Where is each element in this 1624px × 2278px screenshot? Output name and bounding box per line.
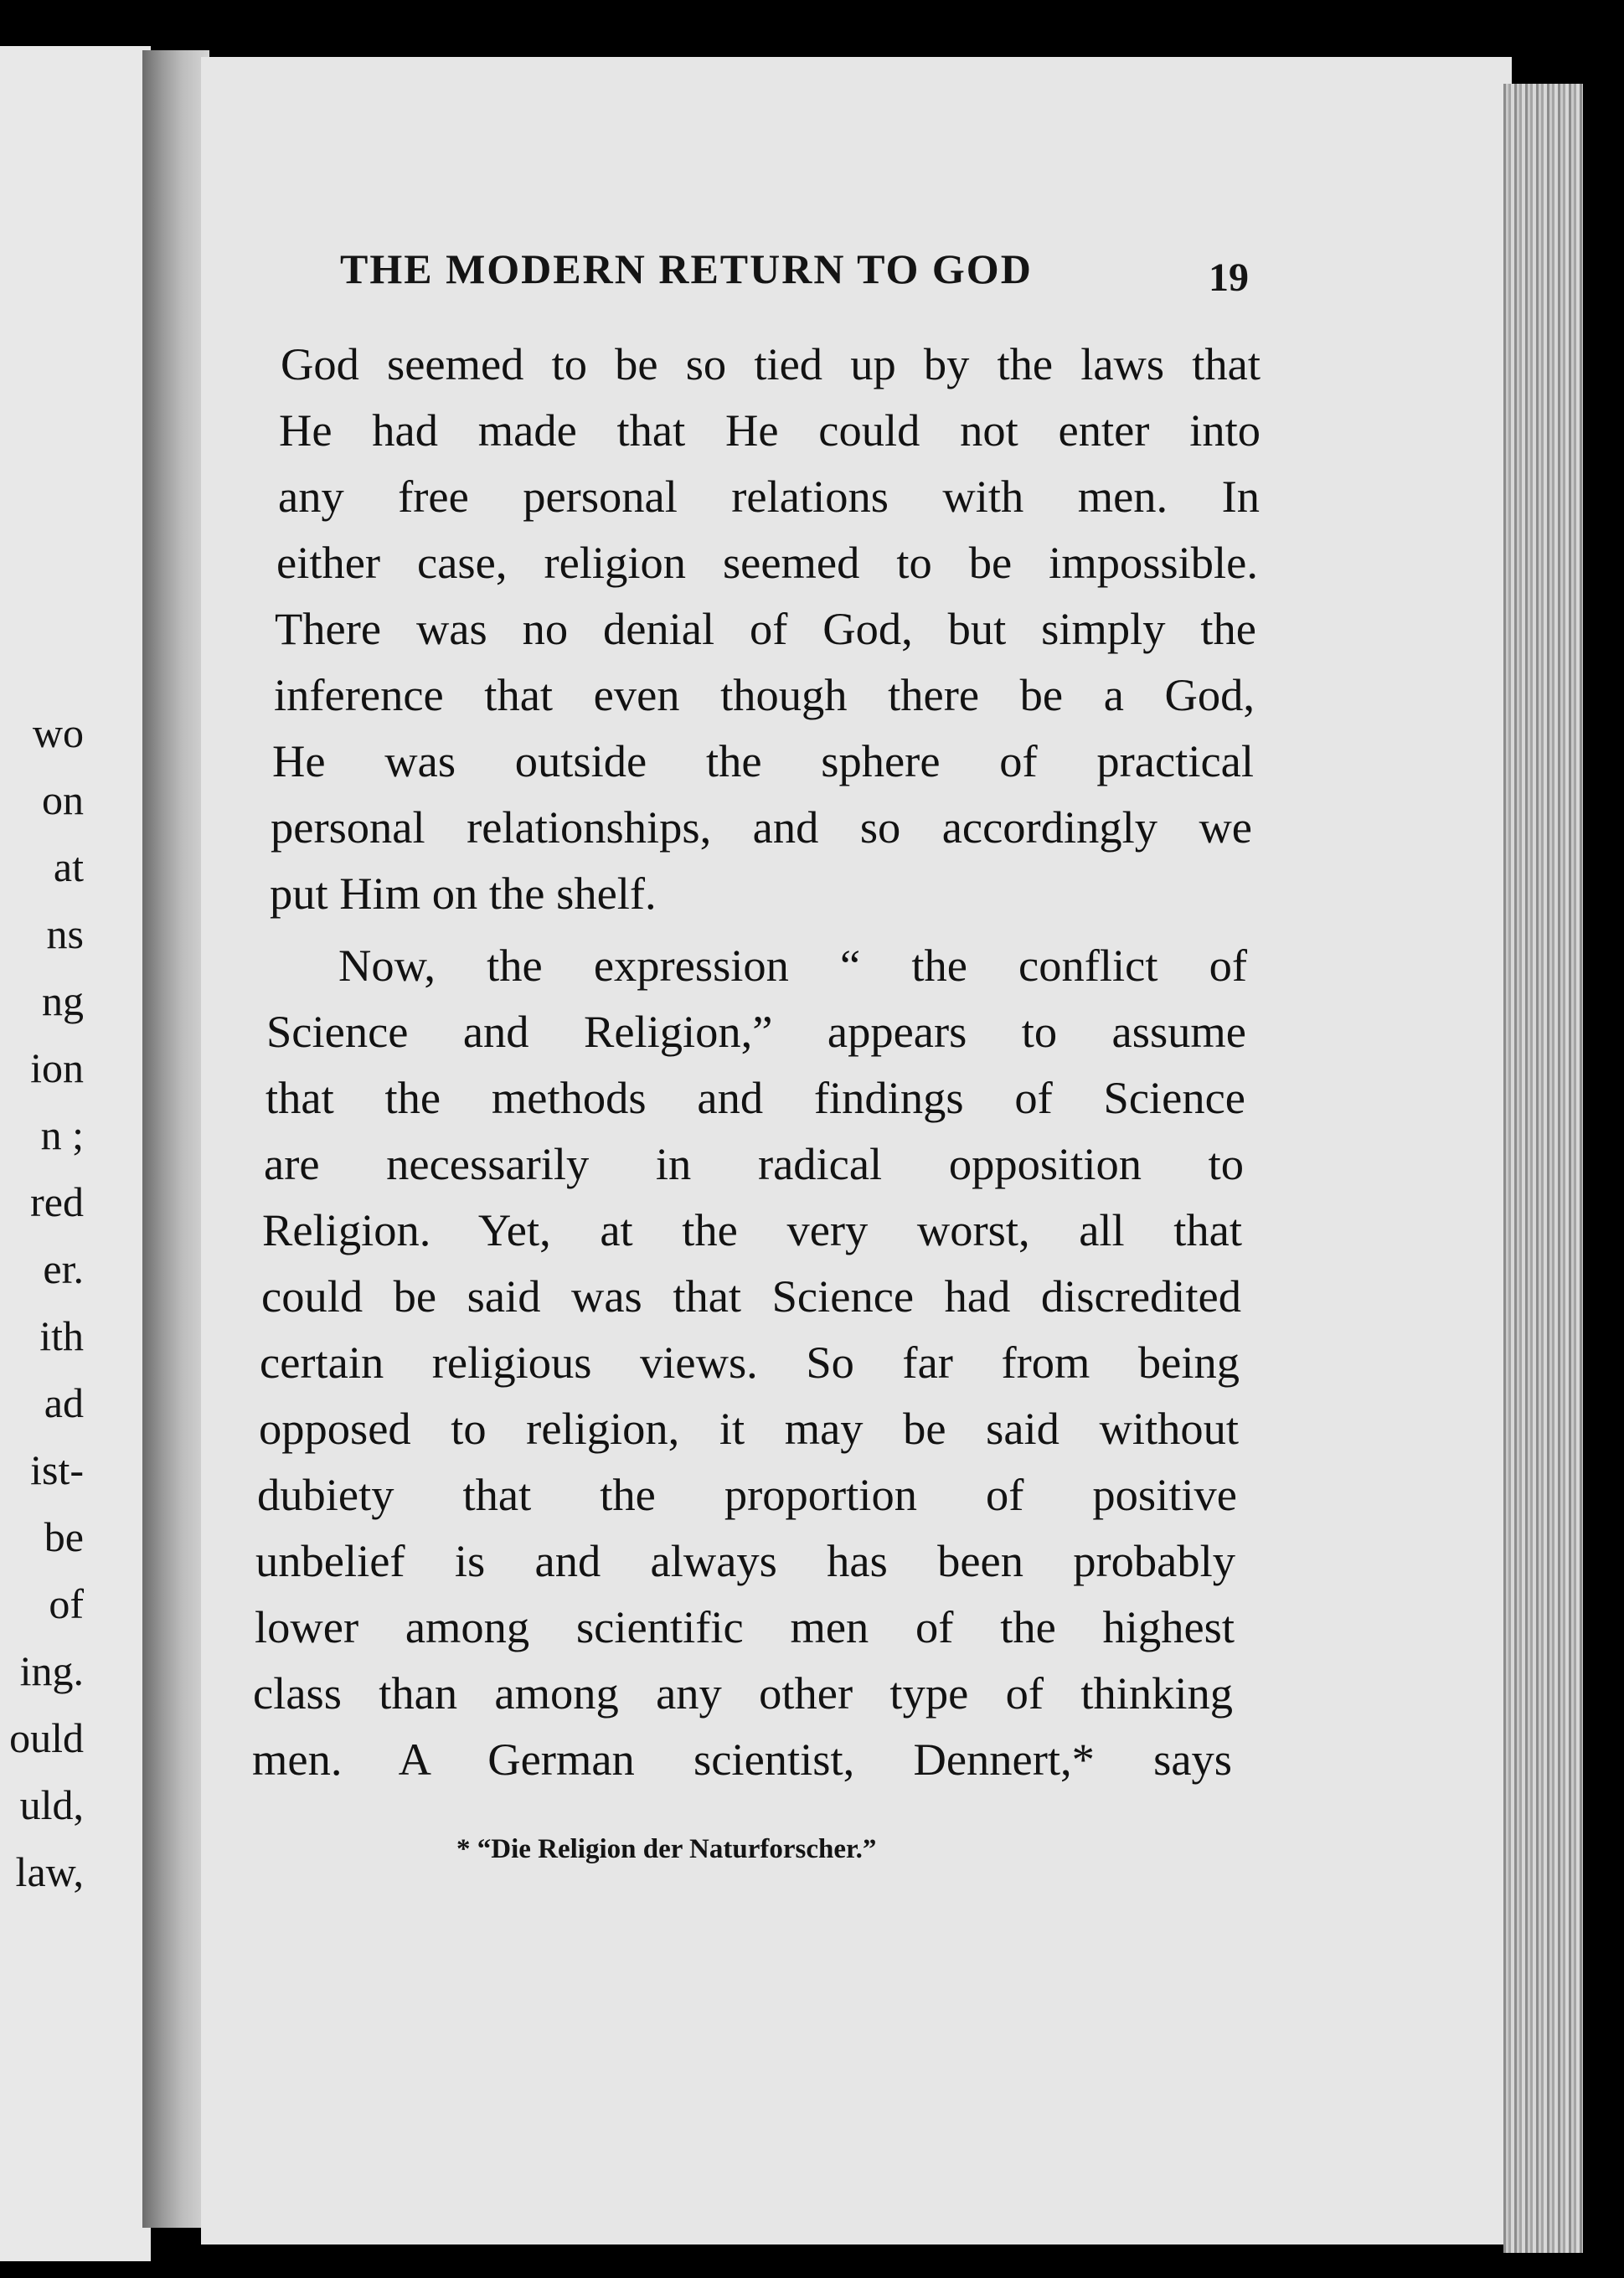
fragment-line: law,	[15, 1848, 84, 1895]
text-line: He was outside the sphere of practical	[272, 735, 1254, 786]
text-line: class than among any other type of thinking	[253, 1667, 1233, 1719]
text-line: dubiety that the proportion of positive	[257, 1469, 1237, 1520]
text-line: Science and Religion,” appears to assume	[266, 1006, 1246, 1057]
fragment-line: ist-	[30, 1446, 84, 1493]
fragment-line: wo	[32, 709, 84, 756]
fragment-line: ns	[46, 910, 84, 957]
text-line: personal relationships, and so accordingly we	[271, 801, 1252, 853]
text-line: Now, the expression “ the conflict of	[338, 940, 1247, 991]
previous-page	[0, 46, 151, 2261]
fragment-line: ith	[39, 1312, 84, 1359]
fragment-line: be	[44, 1513, 84, 1560]
fragment-line: ad	[44, 1379, 84, 1426]
page-edges	[1503, 84, 1583, 2253]
text-line: God seemed to be so tied up by the laws that	[281, 338, 1261, 389]
fragment-line: of	[49, 1580, 84, 1627]
text-line: Religion. Yet, at the very worst, all that	[262, 1204, 1242, 1255]
fragment-line: er.	[43, 1245, 84, 1292]
fragment-line: n ;	[40, 1111, 84, 1158]
fragment-line: on	[42, 776, 84, 823]
page-number: 19	[1209, 255, 1249, 300]
text-line: any free personal relations with men. In	[278, 471, 1260, 522]
running-head: THE MODERN RETURN TO GOD	[340, 245, 1033, 292]
fragment-line: ng	[42, 977, 84, 1024]
fragment-line: ion	[30, 1044, 84, 1091]
fragment-line: ing.	[19, 1647, 84, 1694]
fragment-line: uld,	[19, 1781, 84, 1828]
text-line: lower among scientific men of the highest	[255, 1601, 1235, 1652]
text-line: either case, religion seemed to be impossible.	[276, 537, 1258, 588]
text-line: opposed to religion, it may be said without	[259, 1403, 1239, 1454]
text-line: are necessarily in radical opposition to	[264, 1138, 1244, 1189]
text-line: He had made that He could not enter into	[279, 405, 1261, 456]
text-line: that the methods and findings of Science	[266, 1072, 1245, 1123]
footnote: * “Die Religion der Naturforscher.”	[456, 1834, 877, 1864]
text-line: unbelief is and always has been probably	[255, 1535, 1235, 1586]
text-line: inference that even though there be a God,	[274, 669, 1255, 720]
text-line: There was no denial of God, but simply the	[275, 603, 1256, 654]
text-line: put Him on the shelf.	[270, 868, 657, 919]
fragment-line: ould	[9, 1714, 84, 1761]
text-line: could be said was that Science had discredited	[261, 1270, 1241, 1322]
text-line: certain religious views. So far from being	[260, 1337, 1240, 1388]
book-gutter	[142, 50, 209, 2228]
text-line: men. A German scientist, Dennert,* says	[252, 1734, 1232, 1785]
fragment-line: at	[53, 843, 84, 890]
fragment-line: red	[30, 1178, 84, 1225]
